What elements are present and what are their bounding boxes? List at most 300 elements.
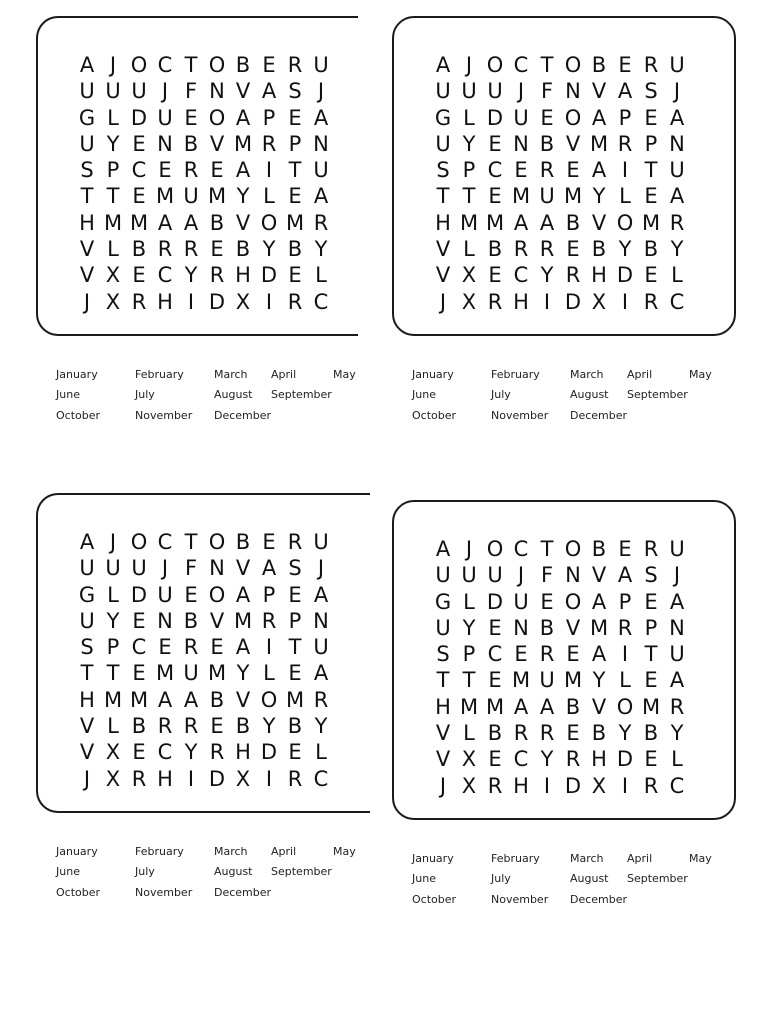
grid-letter: C bbox=[487, 158, 503, 183]
grid-letter: V bbox=[591, 79, 607, 104]
grid-letter: X bbox=[461, 747, 477, 772]
grid-letter: U bbox=[513, 589, 529, 614]
grid-letter: I bbox=[265, 289, 273, 314]
grid-letter: T bbox=[644, 642, 658, 667]
grid-letter: E bbox=[488, 668, 502, 693]
grid-letter: U bbox=[313, 635, 329, 660]
word-list-item: February bbox=[135, 845, 184, 858]
grid-letter: C bbox=[157, 530, 173, 554]
grid-letter: B bbox=[539, 131, 555, 156]
word-list-item: August bbox=[214, 865, 253, 878]
grid-letter: R bbox=[487, 773, 503, 798]
grid-letter: A bbox=[183, 210, 199, 235]
word-list-item: December bbox=[570, 409, 628, 422]
grid-letter: E bbox=[644, 263, 658, 288]
grid-letter: U bbox=[313, 158, 329, 183]
grid-letter: J bbox=[109, 530, 117, 554]
letter-grid bbox=[74, 529, 334, 792]
grid-letter: R bbox=[539, 237, 555, 262]
grid-letter: R bbox=[261, 131, 277, 156]
grid-letter: F bbox=[184, 556, 198, 581]
grid-letter: E bbox=[132, 263, 146, 288]
word-list-item: January bbox=[412, 368, 454, 381]
grid-letter: R bbox=[131, 766, 147, 791]
grid-letter: J bbox=[517, 79, 525, 104]
grid-letter: N bbox=[209, 79, 225, 104]
grid-letter: P bbox=[644, 131, 658, 156]
word-list-item: February bbox=[135, 368, 184, 381]
grid-letter: I bbox=[621, 642, 629, 667]
grid-letter: O bbox=[260, 687, 278, 712]
grid-letter: R bbox=[513, 721, 529, 746]
word-list-item: February bbox=[491, 368, 540, 381]
grid-letter: S bbox=[288, 79, 302, 104]
grid-letter: M bbox=[103, 687, 123, 712]
grid-letter: N bbox=[669, 131, 685, 156]
word-list-item: June bbox=[56, 388, 80, 401]
grid-letter: A bbox=[539, 210, 555, 235]
grid-letter: Y bbox=[184, 263, 198, 288]
grid-letter: I bbox=[621, 158, 629, 183]
grid-letter: E bbox=[132, 740, 146, 765]
grid-letter: E bbox=[540, 589, 554, 614]
grid-letter: R bbox=[487, 289, 503, 314]
grid-letter: O bbox=[208, 53, 226, 77]
grid-letter: A bbox=[235, 158, 251, 183]
grid-letter: A bbox=[79, 53, 95, 77]
grid-letter: P bbox=[288, 131, 302, 156]
grid-letter: V bbox=[591, 694, 607, 719]
grid-letter: U bbox=[513, 105, 529, 130]
grid-letter: Y bbox=[236, 184, 250, 209]
grid-letter: Y bbox=[540, 747, 554, 772]
grid-letter: B bbox=[235, 530, 251, 554]
grid-letter: U bbox=[183, 661, 199, 686]
grid-letter: B bbox=[287, 237, 303, 262]
grid-letter: M bbox=[285, 210, 305, 235]
grid-letter: T bbox=[436, 668, 450, 693]
grid-letter: B bbox=[183, 608, 199, 633]
grid-letter: V bbox=[435, 237, 451, 262]
grid-letter: Y bbox=[592, 668, 606, 693]
grid-letter: A bbox=[435, 537, 451, 561]
grid-letter: B bbox=[235, 237, 251, 262]
grid-letter: T bbox=[106, 184, 120, 209]
grid-letter: I bbox=[621, 773, 629, 798]
grid-letter: P bbox=[106, 635, 120, 660]
grid-letter: D bbox=[130, 582, 148, 607]
grid-letter: U bbox=[669, 53, 685, 77]
grid-letter: S bbox=[644, 563, 658, 588]
word-list-item: October bbox=[56, 886, 101, 899]
grid-letter: M bbox=[207, 184, 227, 209]
grid-letter: E bbox=[288, 105, 302, 130]
grid-letter: B bbox=[565, 210, 581, 235]
grid-letter: U bbox=[669, 537, 685, 561]
grid-letter: O bbox=[564, 589, 582, 614]
grid-letter: A bbox=[617, 79, 633, 104]
grid-letter: V bbox=[209, 131, 225, 156]
grid-letter: J bbox=[517, 563, 525, 588]
grid-letter: H bbox=[435, 694, 451, 719]
grid-letter: E bbox=[618, 537, 632, 561]
grid-letter: R bbox=[209, 263, 225, 288]
grid-letter: J bbox=[109, 53, 117, 77]
grid-letter: M bbox=[485, 694, 505, 719]
grid-letter: O bbox=[564, 105, 582, 130]
grid-letter: C bbox=[313, 766, 329, 791]
grid-letter: U bbox=[313, 53, 329, 77]
grid-letter: E bbox=[488, 131, 502, 156]
grid-letter: U bbox=[79, 608, 95, 633]
grid-letter: T bbox=[644, 158, 658, 183]
grid-letter: B bbox=[287, 714, 303, 739]
grid-letter: M bbox=[485, 210, 505, 235]
word-list-item: May bbox=[333, 845, 356, 858]
grid-letter: N bbox=[313, 131, 329, 156]
grid-letter: B bbox=[487, 721, 503, 746]
grid-letter: O bbox=[616, 210, 634, 235]
grid-letter: V bbox=[591, 563, 607, 588]
grid-letter: X bbox=[105, 289, 121, 314]
grid-letter: E bbox=[644, 184, 658, 209]
grid-letter: D bbox=[260, 740, 278, 765]
grid-letter: D bbox=[616, 747, 634, 772]
grid-letter: R bbox=[287, 530, 303, 554]
grid-letter: C bbox=[487, 642, 503, 667]
word-list-item: April bbox=[627, 852, 653, 865]
word-list-item: April bbox=[271, 368, 297, 381]
grid-letter: Y bbox=[618, 721, 632, 746]
grid-letter: I bbox=[543, 773, 551, 798]
grid-letter: M bbox=[641, 210, 661, 235]
grid-letter: N bbox=[313, 608, 329, 633]
letter-grid bbox=[430, 536, 690, 799]
grid-letter: O bbox=[616, 694, 634, 719]
grid-letter: M bbox=[155, 184, 175, 209]
word-list-item: September bbox=[271, 865, 332, 878]
word-list-item: June bbox=[412, 872, 436, 885]
grid-letter: M bbox=[459, 694, 479, 719]
word-list-item: November bbox=[491, 409, 549, 422]
grid-letter: T bbox=[80, 184, 94, 209]
grid-letter: B bbox=[591, 53, 607, 77]
word-list-item: January bbox=[412, 852, 454, 865]
grid-letter: Y bbox=[540, 263, 554, 288]
word-list-item: May bbox=[689, 368, 712, 381]
grid-letter: E bbox=[540, 105, 554, 130]
grid-letter: M bbox=[233, 131, 253, 156]
grid-letter: B bbox=[131, 237, 147, 262]
word-list-item: September bbox=[627, 388, 688, 401]
grid-letter: C bbox=[669, 773, 685, 798]
grid-letter: I bbox=[265, 158, 273, 183]
grid-letter: M bbox=[563, 668, 583, 693]
word-list-item: October bbox=[412, 409, 457, 422]
grid-letter: N bbox=[513, 615, 529, 640]
grid-letter: X bbox=[105, 263, 121, 288]
grid-letter: F bbox=[184, 79, 198, 104]
grid-letter: J bbox=[673, 79, 681, 104]
grid-letter: H bbox=[513, 773, 529, 798]
grid-letter: U bbox=[461, 79, 477, 104]
grid-letter: M bbox=[233, 608, 253, 633]
grid-letter: J bbox=[317, 556, 325, 581]
grid-letter: X bbox=[461, 773, 477, 798]
word-list-item: August bbox=[570, 388, 609, 401]
grid-letter: X bbox=[105, 740, 121, 765]
grid-letter: A bbox=[539, 694, 555, 719]
grid-letter: P bbox=[262, 582, 276, 607]
grid-letter: U bbox=[435, 563, 451, 588]
grid-letter: P bbox=[106, 158, 120, 183]
grid-letter: B bbox=[131, 714, 147, 739]
grid-letter: O bbox=[260, 210, 278, 235]
grid-letter: R bbox=[209, 740, 225, 765]
word-list bbox=[56, 845, 376, 911]
grid-letter: G bbox=[434, 105, 452, 130]
grid-letter: R bbox=[287, 766, 303, 791]
grid-letter: L bbox=[463, 237, 475, 262]
grid-letter: D bbox=[486, 589, 504, 614]
grid-letter: L bbox=[463, 105, 475, 130]
grid-letter: B bbox=[209, 210, 225, 235]
grid-letter: R bbox=[643, 537, 659, 561]
grid-letter: U bbox=[105, 79, 121, 104]
grid-letter: N bbox=[565, 563, 581, 588]
grid-letter: E bbox=[488, 615, 502, 640]
grid-letter: R bbox=[261, 608, 277, 633]
grid-letter: V bbox=[79, 237, 95, 262]
word-list-item: June bbox=[412, 388, 436, 401]
grid-letter: A bbox=[435, 53, 451, 77]
grid-letter: Y bbox=[106, 131, 120, 156]
grid-letter: A bbox=[261, 556, 277, 581]
grid-letter: S bbox=[288, 556, 302, 581]
grid-letter: R bbox=[539, 158, 555, 183]
grid-letter: P bbox=[618, 105, 632, 130]
grid-letter: Y bbox=[262, 714, 276, 739]
grid-letter: B bbox=[487, 237, 503, 262]
grid-letter: U bbox=[435, 131, 451, 156]
grid-letter: I bbox=[265, 766, 273, 791]
grid-letter: C bbox=[513, 747, 529, 772]
grid-letter: N bbox=[669, 615, 685, 640]
grid-letter: U bbox=[79, 131, 95, 156]
grid-letter: M bbox=[285, 687, 305, 712]
grid-letter: A bbox=[669, 184, 685, 209]
grid-letter: R bbox=[131, 289, 147, 314]
grid-letter: R bbox=[157, 237, 173, 262]
grid-letter: B bbox=[591, 721, 607, 746]
grid-letter: R bbox=[183, 237, 199, 262]
grid-letter: O bbox=[208, 530, 226, 554]
grid-letter: I bbox=[187, 289, 195, 314]
grid-letter: M bbox=[589, 131, 609, 156]
grid-letter: H bbox=[435, 210, 451, 235]
grid-letter: E bbox=[158, 158, 172, 183]
grid-letter: C bbox=[131, 635, 147, 660]
grid-letter: E bbox=[210, 635, 224, 660]
grid-letter: T bbox=[540, 53, 554, 77]
grid-letter: Y bbox=[106, 608, 120, 633]
word-list-item: May bbox=[689, 852, 712, 865]
grid-letter: U bbox=[461, 563, 477, 588]
grid-letter: C bbox=[131, 158, 147, 183]
grid-letter: A bbox=[313, 661, 329, 686]
grid-letter: O bbox=[564, 53, 582, 77]
grid-letter: O bbox=[564, 537, 582, 561]
grid-letter: S bbox=[644, 79, 658, 104]
grid-letter: M bbox=[459, 210, 479, 235]
grid-letter: R bbox=[313, 210, 329, 235]
grid-letter: R bbox=[643, 53, 659, 77]
word-list bbox=[56, 368, 376, 434]
grid-letter: A bbox=[235, 582, 251, 607]
grid-letter: E bbox=[210, 237, 224, 262]
grid-letter: Y bbox=[670, 237, 684, 262]
grid-letter: B bbox=[209, 687, 225, 712]
grid-letter: M bbox=[589, 615, 609, 640]
grid-letter: D bbox=[564, 773, 582, 798]
grid-letter: C bbox=[313, 289, 329, 314]
grid-letter: U bbox=[539, 184, 555, 209]
grid-letter: E bbox=[488, 263, 502, 288]
grid-letter: T bbox=[436, 184, 450, 209]
grid-letter: R bbox=[539, 642, 555, 667]
grid-letter: C bbox=[513, 263, 529, 288]
grid-letter: D bbox=[260, 263, 278, 288]
word-list bbox=[412, 852, 732, 918]
grid-letter: E bbox=[262, 53, 276, 77]
grid-letter: M bbox=[103, 210, 123, 235]
grid-letter: C bbox=[157, 740, 173, 765]
grid-letter: O bbox=[486, 537, 504, 561]
grid-letter: C bbox=[669, 289, 685, 314]
word-list-item: February bbox=[491, 852, 540, 865]
grid-letter: E bbox=[644, 589, 658, 614]
grid-letter: U bbox=[79, 79, 95, 104]
grid-letter: U bbox=[105, 556, 121, 581]
grid-letter: B bbox=[183, 131, 199, 156]
grid-letter: V bbox=[435, 747, 451, 772]
grid-letter: E bbox=[644, 105, 658, 130]
grid-letter: V bbox=[79, 263, 95, 288]
grid-letter: D bbox=[208, 289, 226, 314]
grid-letter: J bbox=[465, 53, 473, 77]
grid-letter: E bbox=[132, 661, 146, 686]
grid-letter: X bbox=[591, 289, 607, 314]
grid-letter: U bbox=[435, 79, 451, 104]
grid-letter: E bbox=[644, 747, 658, 772]
grid-letter: U bbox=[183, 184, 199, 209]
grid-letter: T bbox=[80, 661, 94, 686]
grid-letter: H bbox=[591, 747, 607, 772]
grid-letter: R bbox=[513, 237, 529, 262]
grid-letter: C bbox=[157, 53, 173, 77]
grid-letter: G bbox=[434, 589, 452, 614]
word-list-item: May bbox=[333, 368, 356, 381]
grid-letter: M bbox=[129, 210, 149, 235]
grid-letter: J bbox=[161, 79, 169, 104]
grid-letter: J bbox=[161, 556, 169, 581]
grid-letter: E bbox=[288, 740, 302, 765]
grid-letter: E bbox=[514, 642, 528, 667]
grid-letter: C bbox=[513, 53, 529, 77]
grid-letter: H bbox=[157, 766, 173, 791]
grid-letter: A bbox=[313, 184, 329, 209]
grid-letter: A bbox=[591, 589, 607, 614]
letter-grid bbox=[430, 52, 690, 315]
grid-letter: E bbox=[618, 53, 632, 77]
grid-letter: J bbox=[673, 563, 681, 588]
grid-letter: Y bbox=[462, 615, 476, 640]
grid-letter: O bbox=[208, 582, 226, 607]
grid-letter: M bbox=[563, 184, 583, 209]
word-list-item: April bbox=[271, 845, 297, 858]
grid-letter: P bbox=[462, 642, 476, 667]
grid-letter: G bbox=[78, 105, 96, 130]
grid-letter: R bbox=[287, 53, 303, 77]
word-list-item: August bbox=[570, 872, 609, 885]
grid-letter: A bbox=[313, 105, 329, 130]
grid-letter: O bbox=[130, 53, 148, 77]
grid-letter: M bbox=[511, 668, 531, 693]
grid-letter: R bbox=[539, 721, 555, 746]
grid-letter: D bbox=[130, 105, 148, 130]
grid-letter: N bbox=[157, 608, 173, 633]
grid-letter: N bbox=[513, 131, 529, 156]
grid-letter: V bbox=[235, 687, 251, 712]
grid-letter: T bbox=[184, 530, 198, 554]
grid-letter: E bbox=[488, 747, 502, 772]
grid-letter: V bbox=[79, 740, 95, 765]
grid-letter: L bbox=[671, 747, 683, 772]
grid-letter: E bbox=[184, 105, 198, 130]
grid-letter: I bbox=[543, 289, 551, 314]
grid-letter: D bbox=[208, 766, 226, 791]
grid-letter: H bbox=[235, 263, 251, 288]
grid-letter: Y bbox=[236, 661, 250, 686]
grid-letter: U bbox=[157, 582, 173, 607]
grid-letter: L bbox=[107, 237, 119, 262]
grid-letter: A bbox=[617, 563, 633, 588]
grid-letter: R bbox=[157, 714, 173, 739]
grid-letter: V bbox=[591, 210, 607, 235]
grid-letter: T bbox=[106, 661, 120, 686]
grid-letter: A bbox=[183, 687, 199, 712]
grid-letter: A bbox=[313, 582, 329, 607]
grid-letter: H bbox=[79, 210, 95, 235]
word-list-item: October bbox=[412, 893, 457, 906]
grid-letter: F bbox=[540, 79, 554, 104]
grid-letter: V bbox=[235, 79, 251, 104]
grid-letter: J bbox=[317, 79, 325, 104]
grid-letter: Y bbox=[314, 714, 328, 739]
grid-letter: A bbox=[591, 105, 607, 130]
grid-letter: E bbox=[262, 530, 276, 554]
word-list-item: November bbox=[135, 886, 193, 899]
grid-letter: U bbox=[79, 556, 95, 581]
grid-letter: E bbox=[184, 582, 198, 607]
letter-grid bbox=[74, 52, 334, 315]
grid-letter: Y bbox=[262, 237, 276, 262]
grid-letter: E bbox=[288, 582, 302, 607]
word-search-puzzle bbox=[392, 16, 732, 436]
grid-letter: R bbox=[669, 210, 685, 235]
grid-letter: R bbox=[183, 714, 199, 739]
word-list-item: March bbox=[570, 368, 604, 381]
